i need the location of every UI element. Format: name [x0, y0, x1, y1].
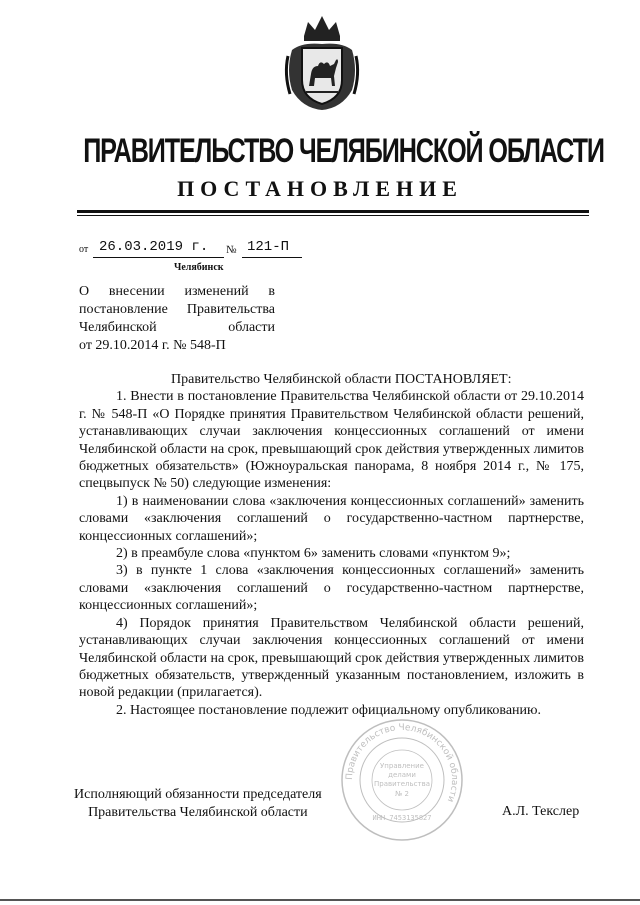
official-seal — [338, 718, 466, 842]
number-underline — [242, 257, 302, 258]
date-underline — [93, 257, 224, 258]
paragraph-1: 1. Внести в постановление Правительства Челябинской области от 29.10.2014 г. № 548-П «О Порядке принятия Правительством Челябинской области решений, устанавливающих случаи заключения концессионных соглашений от имени Челябинской области на срок, превышающий срок действия утвержденных лимитов бюджетных обязательств» (Южноуральская панорама, 8 ноября 2014 г., № 175, спецвыпуск № 50) следующие изменения: — [79, 389, 584, 492]
subject-line: О внесении изменений в — [79, 284, 275, 299]
paragraph-1-3: 3) в пункте 1 слова «заключения концессионных соглашений» заменить словами «заключения соглашений о государственно-частном партнерстве, концессионных соглашений»; — [79, 563, 584, 614]
paragraph-1-4: 4) Порядок принятия Правительством Челябинской области решений, устанавливающих случаи заключения концессионных соглашений от имени Челябинской области на срок, превышающий срок действия утвержденных лимитов бюджетных обязательств, утвержденный указанным постановлением, изложить в новой редакции (прилагается). — [79, 615, 584, 701]
document-date: 26.03.2019 г. — [99, 239, 209, 255]
number-prefix: № — [226, 244, 237, 256]
signer-name: А.Л. Текслер — [502, 804, 580, 819]
signer-position-line2: Правительства Челябинской области — [88, 805, 308, 820]
preamble-paragraph: Правительство Челябинской области ПОСТАНОВЛЯЕТ: — [171, 372, 512, 387]
seal-ring-text: Правительство Челябинской области — [344, 722, 460, 804]
page-bottom-edge — [0, 899, 640, 901]
document-body — [79, 371, 584, 719]
seal-center-line: № 2 — [395, 790, 409, 798]
document-type-title: ПОСТАНОВЛЕНИЕ — [177, 176, 463, 201]
document-subject — [79, 283, 275, 355]
seal-center-line: Правительства — [374, 780, 430, 788]
city-name: Челябинск — [174, 262, 224, 273]
seal-center-line: Управление — [380, 762, 424, 770]
seal-inn: ИНН 7453135827 — [372, 814, 432, 822]
organization-title: ПРАВИТЕЛЬСТВО ЧЕЛЯБИНСКОЙ ОБЛАСТИ — [83, 132, 604, 170]
signer-position — [74, 786, 322, 822]
signer-position-line1: Исполняющий обязанности председателя — [74, 787, 322, 802]
document-number: 121-П — [247, 239, 290, 255]
seal-center-line: делами — [388, 771, 416, 779]
header-rule-thin — [77, 215, 589, 216]
header-rule-thick — [77, 210, 589, 213]
coat-of-arms-emblem — [282, 10, 362, 114]
paragraph-2: 2. Настоящее постановление подлежит официальному опубликованию. — [116, 702, 541, 718]
subject-line: Челябинской области — [79, 320, 275, 335]
paragraph-1-1: 1) в наименовании слова «заключения концессионных соглашений» заменить словами «заключения соглашений о государственно-частном партнерстве, концессионных соглашений»; — [79, 493, 584, 544]
paragraph-1-2: 2) в преамбуле слова «пунктом 6» заменить словами «пунктом 9»; — [116, 546, 511, 562]
date-prefix: от — [79, 244, 89, 255]
subject-line: постановление Правительства — [79, 302, 275, 317]
subject-line: от 29.10.2014 г. № 548-П — [79, 338, 226, 353]
